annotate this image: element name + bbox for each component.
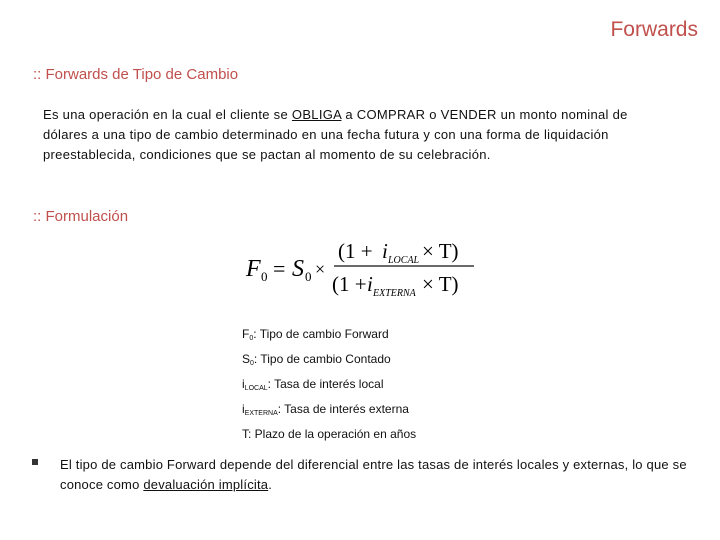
definition-external-rate [242,399,416,424]
def-subscript: 0 [250,360,254,367]
formula-den-open: (1 + [332,272,367,296]
def-symbol: i [242,402,245,416]
formula-num-close: × T) [422,239,459,263]
definition-paragraph [43,105,673,165]
def-description: : Tasa de interés local [267,377,384,391]
formula-lhs: F [246,256,261,282]
formula-lhs-sub: 0 [261,269,268,284]
def-description: : Tasa de interés externa [277,402,409,416]
def-symbol: i [242,377,245,391]
formula-spot: S [292,256,304,282]
def-subscript: EXTERNA [244,410,278,417]
def-description: : Plazo de la operación en años [248,427,417,441]
section-title-forwards: :: Forwards de Tipo de Cambio [33,66,239,83]
slide-title: Forwards [610,18,698,41]
formula-num-sub: LOCAL [388,255,420,266]
paragraph-emphasis: OBLIGA [291,107,342,122]
definition-local-rate [242,374,416,399]
formula-equals: = [273,256,286,281]
def-subscript: LOCAL [244,385,268,392]
variable-definitions [242,324,416,444]
def-description: : Tipo de cambio Forward [253,327,389,341]
bullet-text-before: El tipo de cambio Forward depende del diferencial entre las tasas de interés locales y externas, lo que se conoce como [60,457,687,492]
formula-svg [244,236,484,304]
def-description: : Tipo de cambio Contado [253,352,391,366]
formula-den-i: i [367,272,373,296]
def-symbol: T [242,427,248,441]
bullet-text-after: . [268,477,273,492]
def-symbol: F [242,327,250,341]
formula-num-open: (1 + [338,239,373,263]
formula-den-close: × T) [422,272,459,296]
def-symbol: S [242,352,251,366]
bullet-text [60,455,700,495]
definition-forward [242,324,416,349]
paragraph-text-after: a COMPRAR o VENDER un monto nominal de dólares a una tipo de cambio determinado en una fecha futura y con una forma de liquidación preestablecida, condiciones que se pactan al momento de su celebración. [43,107,628,162]
paragraph-text-before: Es una operación en la cual el cliente se [43,107,292,122]
formula-spot-sub: 0 [305,269,312,284]
formula-den-sub: EXTERNA [373,288,416,299]
bullet-square-icon [32,459,38,465]
definition-term [242,424,416,444]
section-title-formulacion: :: Formulación [33,208,129,225]
bullet-emphasis: devaluación implícita [143,477,269,492]
forward-formula [244,236,484,304]
definition-spot [242,349,416,374]
formula-times: × [315,259,326,279]
formula-num-i: i [382,239,388,263]
def-subscript: 0 [249,335,254,342]
